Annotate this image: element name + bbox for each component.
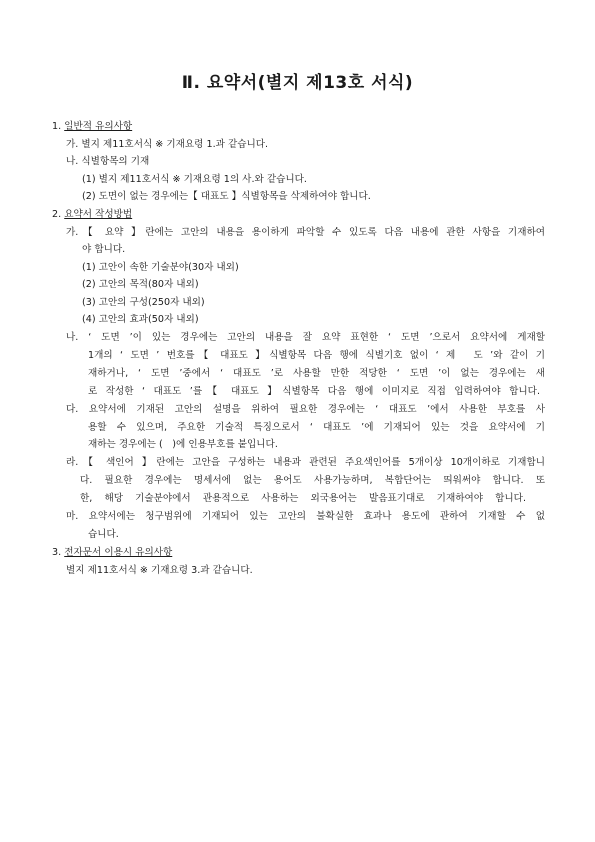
section-3-heading — [52, 547, 172, 559]
section-1-line-4: (2) 도면이 없는 경우에는【 대표도 】식별항목을 삭제하여야 합니다. — [82, 191, 371, 202]
section-2-line-18: 습니다. — [88, 529, 119, 540]
section-2-line-1: 가.【 요약 】란에는 고안의 내용을 용이하게 파악할 수 있도록 다음 내용에 관한 사항을 기재하여 — [66, 227, 545, 238]
section-1-line-2: 나. 식별항목의 기재 — [66, 156, 150, 167]
section-2-line-14: 라.【 색인어 】란에는 고안을 구성하는 내용과 관련된 주요색인어를 5개이상 10개이하로 기재합니 — [66, 457, 545, 468]
section-2-line-17: 마. 요약서에는 청구범위에 기재되어 있는 고안의 불확실한 효과나 용도에 관하여 기재할 수 없 — [66, 511, 545, 522]
section-2-line-4: (2) 고안의 목적(80자 내외) — [82, 279, 199, 290]
section-2-line-8: 1개의 ‘ 도면 ’ 번호를【 대표도 】식별항목 다음 행에 식별기호 없이 ‘ 제 도 ’와 같이 기 — [88, 350, 545, 361]
section-1-line-3: (1) 별지 제11호서식 ※ 기재요령 1의 사.와 같습니다. — [82, 174, 307, 185]
page-title: Ⅱ. 요약서(별지 제13호 서식) — [181, 73, 414, 93]
section-1-heading — [52, 121, 132, 133]
section-2-line-5: (3) 고안의 구성(250자 내외) — [82, 297, 205, 308]
section-2-number: 2. — [52, 209, 62, 220]
section-3-line-1: 별지 제11호서식 ※ 기재요령 3.과 같습니다. — [66, 565, 253, 576]
section-2-line-10: 로 작성한 ‘ 대표도 ’를【 대표도 】식별항목 다음 행에 이미지로 직접 입력하여야 합니다. — [88, 386, 540, 397]
section-2-line-9: 재하거나, ‘ 도면 ’중에서 ‘ 대표도 ’로 사용할 만한 적당한 ‘ 도면 ’이 없는 경우에는 새 — [88, 368, 545, 379]
section-1-title: 일반적 유의사항 — [64, 121, 133, 132]
section-3-number: 3. — [52, 547, 62, 558]
section-2-line-6: (4) 고안의 효과(50자 내외) — [82, 314, 199, 325]
section-1-number: 1. — [52, 121, 62, 132]
section-2-line-15: 다. 필요한 경우에는 명세서에 없는 용어도 사용가능하며, 복합단어는 띄워써야 합니다. 또 — [80, 475, 545, 486]
section-2-title: 요약서 작성방법 — [64, 209, 133, 220]
section-2-line-7: 나. ‘ 도면 ’이 있는 경우에는 고안의 내용을 잘 요약 표현한 ‘ 도면 ’으로서 요약서에 게재할 — [66, 332, 545, 343]
section-2-line-3: (1) 고안이 속한 기술분야(30자 내외) — [82, 262, 239, 273]
section-2-line-16: 한, 해당 기술분야에서 관용적으로 사용하는 외국용어는 발음표기대로 기재하여야 합니다. — [80, 493, 526, 504]
section-2-line-13: 재하는 경우에는 ( )에 인용부호를 붙입니다. — [88, 439, 278, 450]
section-2-line-2: 야 합니다. — [82, 244, 126, 255]
section-3-title: 전자문서 이용시 유의사항 — [64, 547, 173, 558]
section-2-line-12: 용할 수 있으며, 주요한 기술적 특징으로서 ‘ 대표도 ’에 기재되어 있는 것을 요약서에 기 — [88, 422, 545, 433]
section-1-line-1: 가. 별지 제11호서식 ※ 기재요령 1.과 같습니다. — [66, 139, 269, 150]
section-2-line-11: 다. 요약서에 기재된 고안의 설명을 위하여 필요한 경우에는 ‘ 대표도 ’에서 사용한 부호를 사 — [66, 404, 545, 415]
section-2-heading — [52, 209, 132, 221]
